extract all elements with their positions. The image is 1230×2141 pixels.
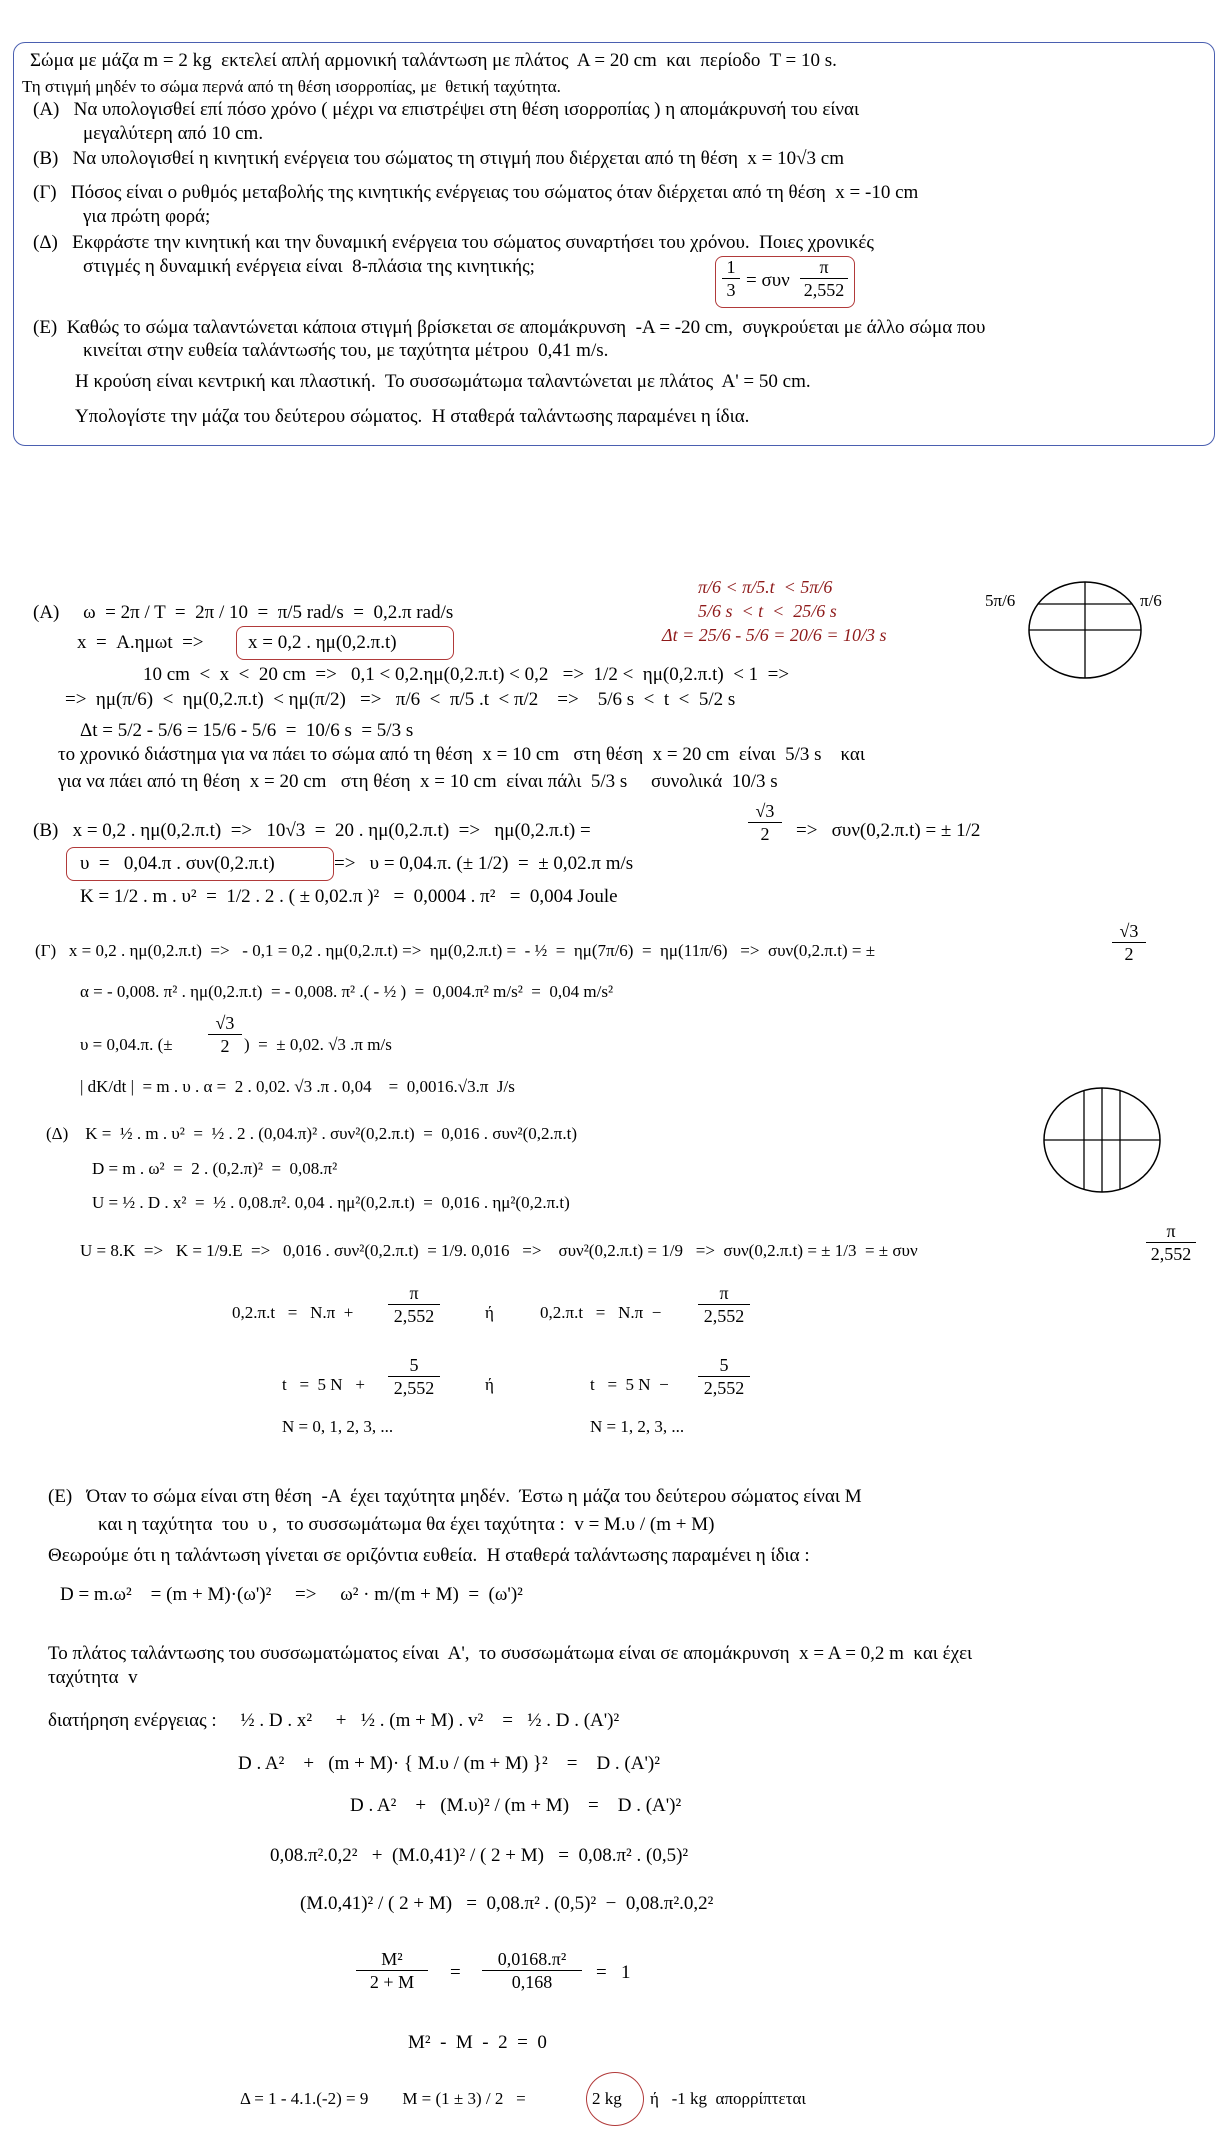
sol-e-fraction-m2: M² 2 + M: [356, 1948, 428, 1993]
question-e-line-2: κινείται στην ευθεία ταλάντωσής του, με ταχύτητα μέτρου 0,41 m/s.: [83, 340, 609, 361]
question-c-line-2: για πρώτη φορά;: [83, 206, 211, 227]
sol-d-solution-1c: 0,2.π.t = N.π −: [540, 1303, 662, 1322]
sol-d-solution-2c: t = 5 N −: [590, 1375, 669, 1394]
question-b-line-1: (Β) Να υπολογισθεί η κινητική ενέργεια του σώματος τη στιγμή που διέρχεται από τη θέση x = 10√3 cm: [33, 148, 844, 169]
sol-b-fraction-sqrt3-2: √3 2: [748, 800, 782, 845]
sol-b-line-1b: => συν(0,2.π.t) = ± 1/2: [796, 820, 981, 841]
question-e-line-4: Υπολογίστε την μάζα του δεύτερου σώματος. Η σταθερά ταλάντωσης παραμένει η ίδια.: [75, 406, 750, 427]
sol-e-line-10: 0,08.π².0,2² + (M.0,41)² / ( 2 + M) = 0,08.π² . (0,5)²: [270, 1845, 689, 1866]
sol-c-fraction-sqrt3-2b: √3 2: [208, 1012, 242, 1057]
annotation-delta-t: Δt = 25/6 - 5/6 = 20/6 = 10/3 s: [662, 625, 887, 645]
sol-a-line-2b: x = 0,2 . ημ(0,2.π.t): [248, 632, 397, 653]
sol-a-line-1: (Α) ω = 2π / Τ = 2π / 10 = π/5 rad/s = 0,2.π rad/s: [33, 602, 454, 623]
sol-b-line-3: K = 1/2 . m . υ² = 1/2 . 2 . ( ± 0,02.π )² = 0,0004 . π² = 0,004 Joule: [80, 886, 618, 907]
sol-c-fraction-sqrt3-2: √3 2: [1112, 920, 1146, 965]
sol-e-line-5: Το πλάτος ταλάντωσης του συσσωματώματος είναι Α', το συσσωμάτωμα είναι σε απομάκρυνση x = A = 0,2 m και έχει: [48, 1643, 973, 1664]
sol-d-line-2: D = m . ω² = 2 . (0,2.π)² = 0,08.π²: [92, 1159, 338, 1178]
sol-c-line-3b: ) = ± 0,02. √3 .π m/s: [244, 1035, 392, 1054]
question-e-line-3: Η κρούση είναι κεντρική και πλαστική. Το συσσωμάτωμα ταλαντώνεται με πλάτος Α' = 50 cm.: [75, 371, 811, 392]
sol-e-equals-1: =: [450, 1962, 461, 1983]
sol-e-line-2: και η ταχύτητα του υ , το συσσωμάτωμα θα έχει ταχύτητα : v = M.υ / (m + M): [98, 1514, 715, 1535]
problem-line-1: Σώμα με μάζα m = 2 kg εκτελεί απλή αρμονική ταλάντωση με πλάτος Α = 20 cm και περίοδο Τ = 10 s.: [30, 50, 837, 71]
sol-e-final-a: Δ = 1 - 4.1.(-2) = 9 M = (1 ± 3) / 2 =: [240, 2089, 526, 2108]
sol-b-line-2b: => υ = 0,04.π. (± 1/2) = ± 0,02.π m/s: [334, 853, 634, 874]
unit-circle-diagram-1: [1025, 580, 1145, 680]
sol-c-line-3a: υ = 0,04.π. (±: [80, 1035, 173, 1054]
sol-e-fraction-value: 0,0168.π² 0,168: [482, 1948, 582, 1993]
sol-c-line-1a: (Γ) x = 0,2 . ημ(0,2.π.t) => - 0,1 = 0,2 . ημ(0,2.π.t) => ημ(0,2.π.t) = - ½ = ημ(7π/6) = ημ(11π/6) => συν(0,2.π.t) = ±: [35, 941, 876, 960]
unit-circle-diagram-2: [1042, 1085, 1162, 1195]
sol-d-sol1-fraction-b: π 2,552: [698, 1282, 750, 1327]
circle-label-pi-6: π/6: [1140, 591, 1162, 610]
question-a-line-1: (Α) Να υπολογισθεί επί πόσο χρόνο ( μέχρι να επιστρέψει στη θέση ισορροπίας ) η απομάκρυνσή του είναι: [33, 99, 860, 120]
sol-d-sol1-fraction: π 2,552: [388, 1282, 440, 1327]
annotation-inequality-2: 5/6 s < t < 25/6 s: [698, 601, 837, 621]
sol-e-line-4: D = m.ω² = (m + M)·(ω')² => ω² · m/(m + M) = (ω')²: [60, 1584, 523, 1605]
question-a-line-2: μεγαλύτερη από 10 cm.: [83, 123, 264, 144]
sol-e-line-11: (M.0,41)² / ( 2 + M) = 0,08.π² . (0,5)² − 0,08.π².0,2²: [300, 1893, 714, 1914]
sol-b-line-1a: (Β) x = 0,2 . ημ(0,2.π.t) => 10√3 = 20 . ημ(0,2.π.t) => ημ(0,2.π.t) =: [33, 820, 591, 841]
sol-e-quadratic: M² - M - 2 = 0: [408, 2032, 547, 2053]
hint-fraction-pi: π 2,552: [800, 256, 848, 301]
sol-d-line-4: U = 8.K => K = 1/9.E => 0,016 . συν²(0,2.π.t) = 1/9. 0,016 => συν²(0,2.π.t) = 1/9 => συν(0,2.π.t) = ± 1/3 = ± συν: [80, 1241, 918, 1260]
hint-cos-text: = συν: [746, 270, 790, 291]
sol-e-line-9: D . A² + (M.υ)² / (m + M) = D . (A')²: [350, 1795, 682, 1816]
sol-d-solution-1b: ή: [485, 1303, 494, 1322]
annotation-inequality-1: π/6 < π/5.t < 5π/6: [698, 577, 833, 597]
sol-b-line-2a: υ = 0,04.π . συν(0,2.π.t): [80, 853, 275, 874]
sol-e-line-3: Θεωρούμε ότι η ταλάντωση γίνεται σε οριζόντια ευθεία. Η σταθερά ταλάντωσης παραμένει η ίδια :: [48, 1545, 810, 1566]
sol-d-solution-1a: 0,2.π.t = N.π +: [232, 1303, 354, 1322]
sol-e-line-7: διατήρηση ενέργειας : ½ . D . x² + ½ . (m + M) . v² = ½ . D . (A')²: [48, 1710, 620, 1731]
sol-e-line-1: (Ε) Όταν το σώμα είναι στη θέση -Α έχει ταχύτητα μηδέν. Έστω η μάζα του δεύτερου σώματος είναι Μ: [48, 1486, 862, 1507]
sol-e-line-8: D . A² + (m + M)· { M.υ / (m + M) }² = D . (A')²: [238, 1753, 660, 1774]
question-d-line-1: (Δ) Εκφράστε την κινητική και την δυναμική ενέργεια του σώματος συναρτήσει του χρόνου. Ποιες χρονικές: [33, 232, 874, 253]
sol-d-sol2-fraction: 5 2,552: [388, 1354, 440, 1399]
sol-d-n-values-2: N = 1, 2, 3, ...: [590, 1417, 685, 1436]
question-d-line-2: στιγμές η δυναμική ενέργεια είναι 8-πλάσια της κινητικής;: [83, 256, 535, 277]
sol-d-line-3: U = ½ . D . x² = ½ . 0,08.π². 0,04 . ημ²(0,2.π.t) = 0,016 . ημ²(0,2.π.t): [92, 1193, 570, 1212]
sol-e-line-6: ταχύτητα v: [48, 1667, 138, 1688]
sol-a-line-7: για να πάει από τη θέση x = 20 cm στη θέση x = 10 cm είναι πάλι 5/3 s συνολικά 10/3 s: [58, 771, 778, 792]
sol-e-final-answer: 2 kg: [592, 2089, 622, 2108]
sol-e-equals-2: = 1: [596, 1962, 631, 1983]
hint-fraction-one-third: 1 3: [722, 256, 740, 301]
sol-a-line-3: 10 cm < x < 20 cm => 0,1 < 0,2.ημ(0,2.π.t) < 0,2 => 1/2 < ημ(0,2.π.t) < 1 =>: [143, 664, 790, 685]
sol-e-final-c: ή -1 kg απορρίπτεται: [650, 2089, 806, 2108]
sol-d-sol2-fraction-b: 5 2,552: [698, 1354, 750, 1399]
problem-line-2: Τη στιγμή μηδέν το σώμα περνά από τη θέση ισορροπίας, με θετική ταχύτητα.: [22, 77, 561, 96]
sol-d-solution-2b: ή: [485, 1375, 494, 1394]
question-e-line-1: (Ε) Καθώς το σώμα ταλαντώνεται κάποια στιγμή βρίσκεται σε απομάκρυνση -Α = -20 cm, συγκρούεται με άλλο σώμα που: [33, 317, 986, 338]
sol-a-line-5: Δt = 5/2 - 5/6 = 15/6 - 5/6 = 10/6 s = 5/3 s: [80, 720, 414, 741]
sol-c-line-4: | dK/dt | = m . υ . α = 2 . 0,02. √3 .π . 0,04 = 0,0016.√3.π J/s: [80, 1077, 515, 1096]
sol-d-fraction-pi-2552: π 2,552: [1146, 1220, 1196, 1265]
sol-d-solution-2a: t = 5 N +: [282, 1375, 365, 1394]
sol-d-n-values-1: N = 0, 1, 2, 3, ...: [282, 1417, 394, 1436]
sol-d-line-1: (Δ) K = ½ . m . υ² = ½ . 2 . (0,04.π)² . συν²(0,2.π.t) = 0,016 . συν²(0,2.π.t): [46, 1124, 578, 1143]
question-c-line-1: (Γ) Πόσος είναι ο ρυθμός μεταβολής της κινητικής ενέργειας του σώματος όταν διέρχεται από τη θέση x = -10 cm: [33, 182, 919, 203]
sol-a-line-6: το χρονικό διάστημα για να πάει το σώμα από τη θέση x = 10 cm στη θέση x = 20 cm είναι 5/3 s και: [58, 744, 865, 765]
sol-a-line-2a: x = Α.ημωt =>: [77, 632, 204, 653]
circle-label-5pi-6: 5π/6: [985, 591, 1016, 610]
sol-c-line-2: α = - 0,008. π² . ημ(0,2.π.t) = - 0,008. π² .( - ½ ) = 0,004.π² m/s² = 0,04 m/s²: [80, 982, 614, 1001]
sol-a-line-4: => ημ(π/6) < ημ(0,2.π.t) < ημ(π/2) => π/6 < π/5 .t < π/2 => 5/6 s < t < 5/2 s: [65, 689, 736, 710]
